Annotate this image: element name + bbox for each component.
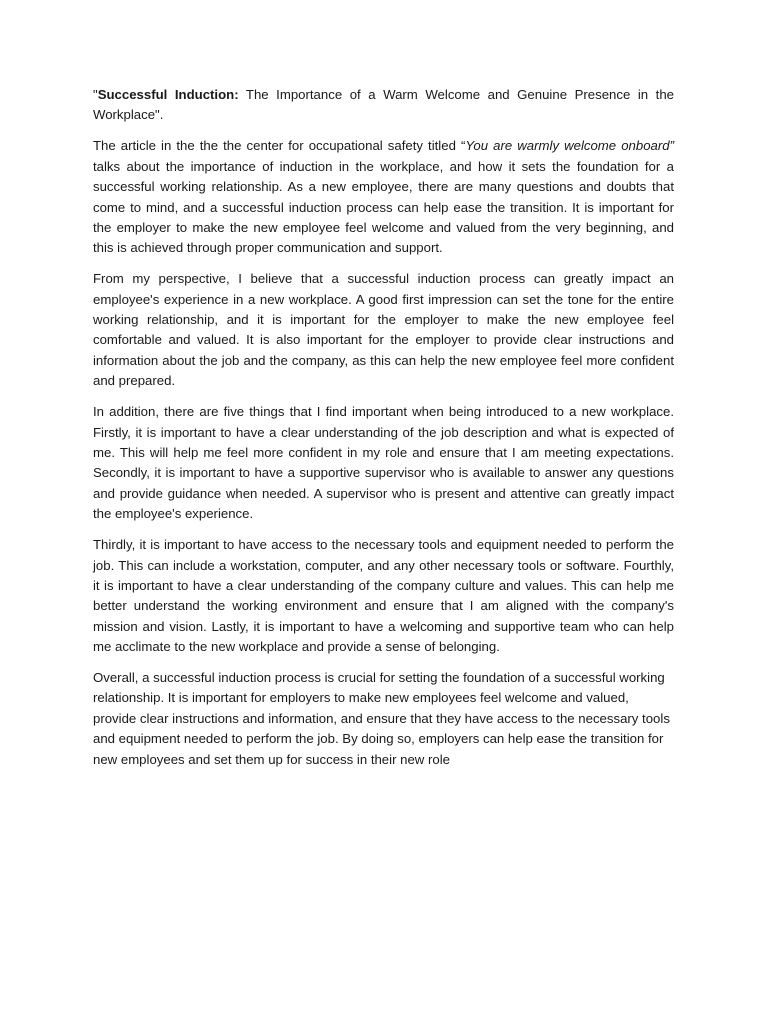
title-open-quote: " [93,87,98,102]
paragraph-1-article-title: You are warmly welcome onboard” [465,138,674,154]
title-bold-part: Successful Induction: [97,87,239,102]
paragraph-4: Thirdly, it is important to have access to the necessary tools and equipment needed to perform the job. This can include a workstation, computer, and any other necessary tools or software. Fourthly, it is important to have a clear understanding of the company culture and values. This can help me better understand the working environment and ensure that I am aligned with the company's mission and vision. Lastly, it is important to have a welcoming and supportive team who can help me acclimate to the new workplace and provide a sense of belonging. [93,537,674,655]
paragraph-1 [93,136,674,258]
title-rest: The Importance of a Warm Welcome and Genuine Presence in the Workplace". [93,87,674,123]
document-title [93,85,674,126]
paragraph-3: In addition, there are five things that I find important when being introduced to a new workplace. Firstly, it is important to have a clear understanding of the job description and what is expected of me. This will help me feel more confident in my role and ensure that I am meeting expectations. Secondly, it is important to have a supportive supervisor who is available to answer any questions and provide guidance when needed. A supervisor who is present and attentive can greatly impact the employee's experience. [93,404,674,522]
paragraph-1-after: talks about the importance of induction in the workplace, and how it sets the foundation for a successful working relationship. As a new employee, there are many questions and doubts that come to mind, and a successful induction process can help ease the transition. It is important for the employer to make the new employee feel welcome and valued from the very beginning, and this is achieved through proper communication and support. [93,158,674,256]
paragraph-5: Overall, a successful induction process is crucial for setting the foundation of a successful working relationship. It is important for employers to make new employees feel welcome and valued, provide clear instructions and information, and ensure that they have access to the necessary tools and equipment needed to perform the job. By doing so, employers can help ease the transition for new employees and set them up for success in their new role [93,670,670,767]
paragraph-2: From my perspective, I believe that a successful induction process can greatly impact an employee's experience in a new workplace. A good first impression can set the tone for the entire working relationship, and it is important for the employer to make the new employee feel comfortable and valued. It is also important for the employer to provide clear instructions and information about the job and the company, as this can help the new employee feel more confident and prepared. [93,271,674,389]
document-page [93,85,674,781]
paragraph-1-before: The article in the the the center for occupational safety titled “ [93,138,466,154]
